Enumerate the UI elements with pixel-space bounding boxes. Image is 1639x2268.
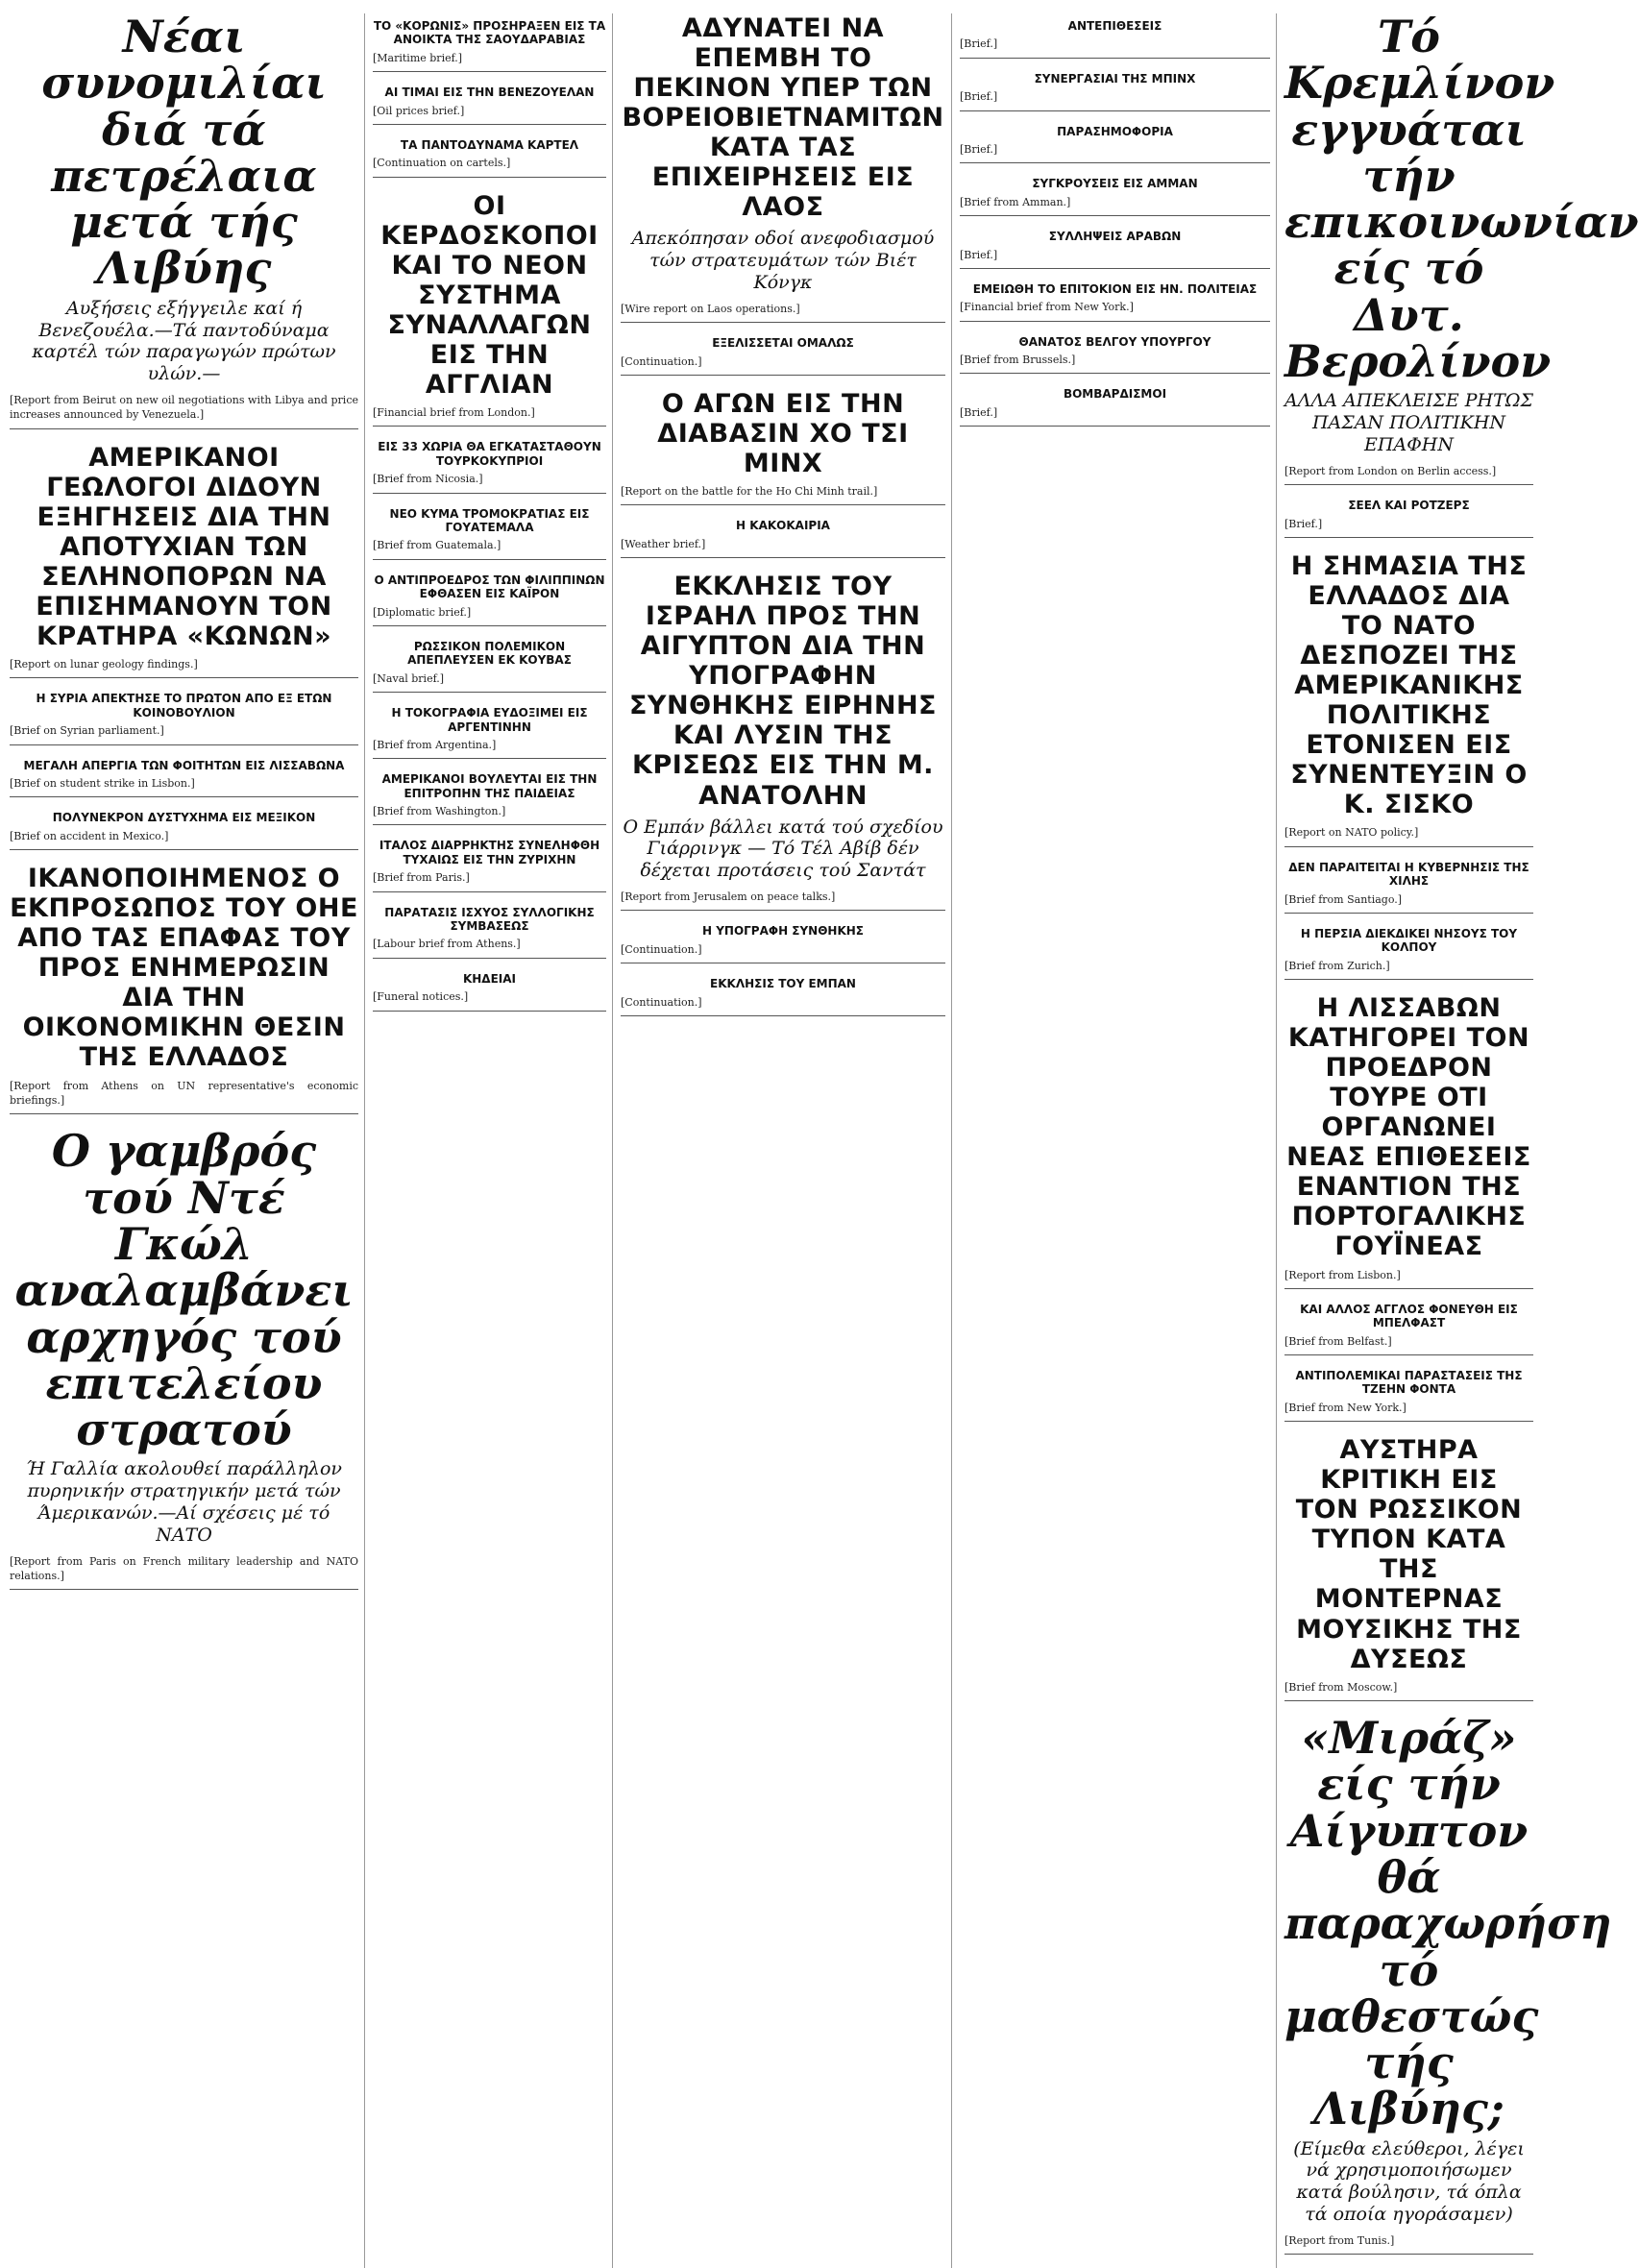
headline: ΑΝΤΙΠΟΛΕΜΙΚΑΙ ΠΑΡΑΣΤΑΣΕΙΣ ΤΗΣ ΤΖΕΗΝ ΦΟΝΤΑ bbox=[1295, 1369, 1523, 1397]
article-body: [Brief from Argentina.] bbox=[373, 738, 497, 751]
article bbox=[373, 19, 606, 72]
article-body: [Continuation.] bbox=[621, 942, 702, 956]
article-body: [Funeral notices.] bbox=[373, 990, 469, 1004]
article bbox=[10, 13, 358, 429]
article bbox=[10, 692, 358, 744]
article-body: [Brief.] bbox=[960, 142, 998, 156]
divider bbox=[10, 677, 358, 678]
column-2 bbox=[373, 13, 613, 2268]
divider bbox=[373, 958, 606, 959]
divider bbox=[373, 426, 606, 427]
headline: ΑΜΕΡΙΚΑΝΟΙ ΓΕΩΛΟΓΟΙ ΔΙΔΟΥΝ ΕΞΗΓΗΣΕΙΣ ΔΙΑ ΤΗΝ ΑΠΟΤΥΧΙΑΝ ΤΩΝ ΣΕΛΗΝΟΠΟΡΩΝ ΝΑ ΕΠΙΣΗΜΑΝΟΥΝ ΤΟΝ ΚΡΑΤΗΡΑ «ΚΩΝΩΝ» bbox=[36, 442, 332, 652]
article bbox=[621, 977, 945, 1016]
article bbox=[10, 759, 358, 798]
divider bbox=[373, 692, 606, 693]
headline: Η ΛΙΣΣΑΒΩΝ ΚΑΤΗΓΟΡΕΙ ΤΟΝ ΠΡΟΕΔΡΟΝ ΤΟΥΡΕ ΟΤΙ ΟΡΓΑΝΩΝΕΙ ΝΕΑΣ ΕΠΙΘΕΣΕΙΣ ΕΝΑΝΤΙΟΝ ΤΗΣ ΠΟΡΤΟΓΑΛΙΚΗΣ ΓΟΥΪΝΕΑΣ bbox=[1286, 993, 1531, 1262]
article-body: [Brief from Nicosia.] bbox=[373, 473, 483, 486]
headline: ΕΜΕΙΩΘΗ ΤΟ ΕΠΙΤΟΚΙΟΝ ΕΙΣ ΗΝ. ΠΟΛΙΤΕΙΑΣ bbox=[972, 281, 1258, 296]
article-body: [Report on lunar geology findings.] bbox=[10, 658, 198, 671]
article bbox=[1284, 1712, 1612, 2255]
divider bbox=[373, 71, 606, 72]
article bbox=[1284, 927, 1533, 980]
divider bbox=[373, 758, 606, 759]
headline: Ο ΑΝΤΙΠΡΟΕΔΡΟΣ ΤΩΝ ΦΙΛΙΠΠΙΝΩΝ ΕΦΘΑΣΕΝ ΕΙΣ ΚΑΪΡΟΝ bbox=[374, 573, 605, 601]
article-body: [Maritime brief.] bbox=[373, 51, 463, 64]
divider bbox=[1284, 1700, 1533, 1701]
article-body: [Report from Paris on French military leadership and NATO relations.] bbox=[10, 1554, 358, 1582]
divider bbox=[960, 58, 1270, 59]
article-body: [Diplomatic brief.] bbox=[373, 605, 472, 619]
headline: Νέαι συνομιλίαι διά τά πετρέλαια μετά τής Λιβύης bbox=[41, 11, 327, 295]
article-body: [Naval brief.] bbox=[373, 671, 445, 685]
article-body: [Brief from Zurich.] bbox=[1284, 959, 1390, 972]
divider bbox=[960, 373, 1270, 374]
article-body: [Report on NATO policy.] bbox=[1284, 826, 1419, 840]
headline: ΑΔΥΝΑΤΕΙ ΝΑ ΕΠΕΜΒΗ ΤΟ ΠΕΚΙΝΟΝ ΥΠΕΡ ΤΩΝ ΒΟΡΕΙΟΒΙΕΤΝΑΜΙΤΩΝ ΚΑΤΑ ΤΑΣ ΕΠΙΧΕΙΡΗΣΕΙΣ ΕΙΣ ΛΑΟΣ bbox=[622, 13, 944, 223]
headline: ΔΕΝ ΠΑΡΑΙΤΕΙΤΑΙ Η ΚΥΒΕΡΝΗΣΙΣ ΤΗΣ ΧΙΛΗΣ bbox=[1288, 860, 1529, 889]
article bbox=[960, 72, 1270, 111]
article bbox=[373, 706, 606, 759]
article-body: [Oil prices brief.] bbox=[373, 104, 465, 117]
divider bbox=[1284, 2254, 1533, 2255]
divider bbox=[373, 1011, 606, 1012]
divider bbox=[373, 559, 606, 560]
divider bbox=[621, 322, 945, 323]
article-body: [Brief from Brussels.] bbox=[960, 354, 1076, 367]
article-body: [Report from Lisbon.] bbox=[1284, 1268, 1401, 1281]
article-body: [Report from London on Berlin access.] bbox=[1284, 464, 1497, 477]
divider bbox=[960, 162, 1270, 163]
divider bbox=[621, 504, 945, 505]
divider bbox=[621, 557, 945, 558]
article bbox=[373, 191, 606, 427]
headline: «Μιράζ» είς τήν Αίγυπτον θά παραχωρήση τό μαθεστώς τής Λιβύης; bbox=[1284, 1712, 1612, 2135]
divider bbox=[1284, 1421, 1533, 1422]
divider bbox=[1284, 484, 1533, 485]
article bbox=[10, 864, 358, 1114]
article-body: [Continuation on cartels.] bbox=[373, 157, 511, 170]
subheadline: Ο Εμπάν βάλλει κατά τού σχεδίου Γιάρρινγκ — Τό Τέλ Αβίβ δέν δέχεται προτάσεις τού Σαντάτ bbox=[623, 816, 943, 882]
article-body: [Continuation.] bbox=[621, 354, 702, 368]
article-body: [Brief.] bbox=[1284, 517, 1323, 530]
divider bbox=[1284, 979, 1533, 980]
headline: ΑΥΣΤΗΡΑ ΚΡΙΤΙΚΗ ΕΙΣ ΤΟΝ ΡΩΣΣΙΚΟΝ ΤΥΠΟΝ ΚΑΤΑ ΤΗΣ ΜΟΝΤΕΡΝΑΣ ΜΟΥΣΙΚΗΣ ΤΗΣ ΔΥΣΕΩΣ bbox=[1295, 1435, 1523, 1674]
divider bbox=[960, 268, 1270, 269]
article bbox=[960, 125, 1270, 164]
headline: ΕΚΚΛΗΣΙΣ ΤΟΥ ΙΣΡΑΗΛ ΠΡΟΣ ΤΗΝ ΑΙΓΥΠΤΟΝ ΔΙΑ ΤΗΝ ΥΠΟΓΡΑΦΗΝ ΣΥΝΘΗΚΗΣ ΕΙΡΗΝΗΣ ΚΑΙ ΛΥΣΙΝ ΤΗΣ ΚΡΙΣΕΩΣ ΕΙΣ ΤΗΝ Μ. ΑΝΑΤΟΛΗΝ bbox=[628, 572, 938, 811]
article bbox=[1284, 499, 1533, 538]
article bbox=[960, 335, 1270, 375]
headline: ΕΞΕΛΙΣΣΕΤΑΙ ΟΜΑΛΩΣ bbox=[712, 336, 854, 351]
article bbox=[621, 336, 945, 376]
headline: ΑΝΤΕΠΙΘΕΣΕΙΣ bbox=[1067, 19, 1162, 33]
headline: ΠΟΛΥΝΕΚΡΟΝ ΔΥΣΤΥΧΗΜΑ ΕΙΣ ΜΕΞΙΚΟΝ bbox=[52, 811, 316, 825]
article-body: [Report on the battle for the Ho Chi Minh trail.] bbox=[621, 485, 878, 499]
divider bbox=[10, 1589, 358, 1590]
article-body: [Brief on student strike in Lisbon.] bbox=[10, 777, 195, 791]
article-body: [Brief from Paris.] bbox=[373, 871, 470, 885]
divider bbox=[10, 428, 358, 429]
subheadline: Απεκόπησαν οδοί ανεφοδιασμού τών στρατευμάτων τών Βιέτ Κόνγκ bbox=[631, 228, 935, 293]
divider bbox=[1284, 846, 1533, 847]
divider bbox=[960, 110, 1270, 111]
article-body: [Brief.] bbox=[960, 90, 998, 104]
divider bbox=[621, 375, 945, 376]
divider bbox=[10, 744, 358, 745]
article bbox=[373, 972, 606, 1012]
headline: ΑΜΕΡΙΚΑΝΟΙ ΒΟΥΛΕΥΤΑΙ ΕΙΣ ΤΗΝ ΕΠΙΤΡΟΠΗΝ ΤΗΣ ΠΑΙΔΕΙΑΣ bbox=[381, 772, 598, 800]
headline: ΣΕΕΛ ΚΑΙ ΡΟΤΖΕΡΣ bbox=[1348, 499, 1470, 513]
headline: Η ΥΠΟΓΡΑΦΗ ΣΥΝΘΗΚΗΣ bbox=[701, 924, 865, 939]
article bbox=[960, 177, 1270, 216]
article-body: [Continuation.] bbox=[621, 995, 702, 1009]
headline: ΜΕΓΑΛΗ ΑΠΕΡΓΙΑ ΤΩΝ ΦΟΙΤΗΤΩΝ ΕΙΣ ΛΙΣΣΑΒΩΝΑ bbox=[23, 758, 345, 772]
article bbox=[960, 387, 1270, 427]
article-body: [Brief from Santiago.] bbox=[1284, 892, 1403, 906]
article bbox=[373, 839, 606, 891]
article bbox=[1284, 11, 1639, 485]
article-body: [Wire report on Laos operations.] bbox=[621, 302, 800, 315]
headline: ΕΚΚΛΗΣΙΣ ΤΟΥ ΕΜΠΑΝ bbox=[710, 977, 856, 991]
article bbox=[1284, 1369, 1533, 1422]
article bbox=[373, 138, 606, 178]
article bbox=[373, 573, 606, 626]
divider bbox=[960, 426, 1270, 427]
divider bbox=[10, 1113, 358, 1114]
headline: ΠΑΡΑΤΑΣΙΣ ΙΣΧΥΟΣ ΣΥΛΛΟΓΙΚΗΣ ΣΥΜΒΑΣΕΩΣ bbox=[384, 905, 595, 934]
divider bbox=[960, 215, 1270, 216]
headline: ΝΕΟ ΚΥΜΑ ΤΡΟΜΟΚΡΑΤΙΑΣ ΕΙΣ ΓΟΥΑΤΕΜΑΛΑ bbox=[389, 506, 590, 535]
article-body: [Brief.] bbox=[960, 37, 998, 51]
article bbox=[1284, 1303, 1533, 1355]
article-body: [Report from Athens on UN representative's economic briefings.] bbox=[10, 1079, 358, 1107]
column-1 bbox=[10, 13, 365, 2268]
article-body: [Report from Jerusalem on peace talks.] bbox=[621, 890, 836, 903]
article bbox=[621, 389, 945, 506]
article-body: [Financial brief from London.] bbox=[373, 406, 535, 420]
article bbox=[10, 1125, 358, 1590]
article bbox=[373, 507, 606, 560]
article-body: [Brief.] bbox=[960, 248, 998, 261]
article bbox=[373, 640, 606, 693]
headline: ΣΥΛΛΗΨΕΙΣ ΑΡΑΒΩΝ bbox=[1048, 230, 1182, 244]
subheadline: ΑΛΛΑ ΑΠΕΚΛΕΙΣΕ ΡΗΤΩΣ ΠΑΣΑΝ ΠΟΛΙΤΙΚΗΝ ΕΠΑΦΗΝ bbox=[1284, 390, 1533, 455]
article bbox=[621, 924, 945, 963]
headline: Ο ΑΓΩΝ ΕΙΣ ΤΗΝ ΔΙΑΒΑΣΙΝ ΧΟ ΤΣΙ ΜΙΝΧ bbox=[657, 388, 909, 478]
headline: Η ΣΗΜΑΣΙΑ ΤΗΣ ΕΛΛΑΔΟΣ ΔΙΑ ΤΟ ΝΑΤΟ ΔΕΣΠΟΖΕΙ ΤΗΣ ΑΜΕΡΙΚΑΝΙΚΗΣ ΠΟΛΙΤΙΚΗΣ ΕΤΟΝΙΣΕΝ ΕΙΣ ΣΥΝΕΝΤΕΥΞΙΝ Ο Κ. ΣΙΣΚΟ bbox=[1290, 550, 1528, 820]
divider bbox=[1284, 537, 1533, 538]
column-4 bbox=[960, 13, 1277, 2268]
subheadline: (Είμεθα ελεύθεροι, λέγει νά χρησιμοποιήσωμεν κατά βούλησιν, τά όπλα τά οποία ηγοράσαμεν) bbox=[1293, 2137, 1525, 2226]
article bbox=[621, 519, 945, 558]
headline: ΘΑΝΑΤΟΣ ΒΕΛΓΟΥ ΥΠΟΥΡΓΟΥ bbox=[1018, 334, 1211, 349]
article-body: [Brief from Amman.] bbox=[960, 195, 1071, 208]
article bbox=[960, 19, 1270, 59]
headline: ΚΗΔΕΙΑΙ bbox=[462, 971, 517, 986]
article bbox=[960, 230, 1270, 269]
headline: ΙΤΑΛΟΣ ΔΙΑΡΡΗΚΤΗΣ ΣΥΝΕΛΗΦΘΗ ΤΥΧΑΙΩΣ ΕΙΣ ΤΗΝ ΖΥΡΙΧΗΝ bbox=[379, 839, 600, 866]
headline: Τό Κρεμλίνον εγγυάται τήν επικοινωνίαν είς τό Δυτ. Βερολίνον bbox=[1284, 11, 1639, 388]
headline: Η ΚΑΚΟΚΑΙΡΙΑ bbox=[736, 519, 830, 533]
article-body: [Brief from New York.] bbox=[1284, 1401, 1407, 1414]
article bbox=[1284, 993, 1533, 1289]
article bbox=[373, 85, 606, 125]
article-body: [Report from Beirut on new oil negotiations with Libya and price increases announced by Venezuela.] bbox=[10, 393, 358, 422]
article-body: [Brief on Syrian parliament.] bbox=[10, 724, 164, 738]
divider bbox=[10, 796, 358, 797]
article-body: [Report from Tunis.] bbox=[1284, 2233, 1395, 2247]
headline: ΙΚΑΝΟΠΟΙΗΜΕΝΟΣ Ο ΕΚΠΡΟΣΩΠΟΣ ΤΟΥ ΟΗΕ ΑΠΟ ΤΑΣ ΕΠΑΦΑΣ ΤΟΥ ΠΡΟΣ ΕΝΗΜΕΡΩΣΙΝ ΔΙΑ ΤΗΝ ΟΙΚΟΝΟΜΙΚΗΝ ΘΕΣΙΝ ΤΗΣ ΕΛΛΑΔΟΣ bbox=[10, 864, 358, 1073]
headline: Η ΤΟΚΟΓΡΑΦΙΑ ΕΥΔΟΞΙΜΕΙ ΕΙΣ ΑΡΓΕΝΤΙΝΗΝ bbox=[391, 706, 588, 734]
divider bbox=[1284, 913, 1533, 914]
article bbox=[373, 440, 606, 493]
divider bbox=[10, 849, 358, 850]
article bbox=[1284, 551, 1533, 847]
headline: ΠΑΡΑΣΗΜΟΦΟΡΙΑ bbox=[1057, 124, 1173, 138]
divider bbox=[1284, 1354, 1533, 1355]
article bbox=[373, 772, 606, 825]
divider bbox=[373, 124, 606, 125]
headline: Η ΠΕΡΣΙΑ ΔΙΕΚΔΙΚΕΙ ΝΗΣΟΥΣ ΤΟΥ ΚΟΛΠΟΥ bbox=[1300, 926, 1518, 955]
article bbox=[621, 13, 945, 323]
headline: ΑΙ ΤΙΜΑΙ ΕΙΣ ΤΗΝ ΒΕΝΕΖΟΥΕΛΑΝ bbox=[384, 85, 595, 100]
divider bbox=[373, 824, 606, 825]
article bbox=[1284, 1435, 1533, 1701]
divider bbox=[373, 891, 606, 892]
subheadline: Αυξήσεις εξήγγειλε καί ή Βενεζουέλα.—Τά παντοδύναμα καρτέλ τών παραγωγών πρώτων υλών.— bbox=[32, 297, 336, 385]
divider bbox=[621, 1015, 945, 1016]
article-body: [Brief from Washington.] bbox=[373, 805, 506, 818]
article-body: [Brief from Guatemala.] bbox=[373, 539, 501, 552]
headline: ΣΥΝΕΡΓΑΣΙΑΙ ΤΗΣ ΜΠΙΝΧ bbox=[1034, 71, 1196, 85]
article-body: [Labour brief from Athens.] bbox=[373, 938, 521, 951]
article bbox=[10, 443, 358, 679]
headline: ΣΥΓΚΡΟΥΣΕΙΣ ΕΙΣ ΑΜΜΑΝ bbox=[1032, 177, 1198, 191]
article-body: [Financial brief from New York.] bbox=[960, 301, 1134, 314]
headline: ΤΑ ΠΑΝΤΟΔΥΝΑΜΑ ΚΑΡΤΕΛ bbox=[400, 137, 579, 152]
article-body: [Brief.] bbox=[960, 405, 998, 419]
column-3 bbox=[621, 13, 952, 2268]
headline: ΒΟΜΒΑΡΔΙΣΜΟΙ bbox=[1063, 387, 1167, 402]
article bbox=[1284, 861, 1533, 914]
divider bbox=[960, 321, 1270, 322]
headline: ΡΩΣΣΙΚΟΝ ΠΟΛΕΜΙΚΟΝ ΑΠΕΠΛΕΥΣΕΝ ΕΚ ΚΟΥΒΑΣ bbox=[407, 639, 572, 668]
divider bbox=[621, 910, 945, 911]
article-body: [Brief from Belfast.] bbox=[1284, 1334, 1392, 1348]
subheadline: Ή Γαλλία ακολουθεί παράλληλον πυρηνικήν στρατηγικήν μετά τών Άμερικανών.—Αί σχέσεις μέ τό ΝΑΤΟ bbox=[26, 1458, 342, 1546]
column-5 bbox=[1284, 11, 1639, 2268]
article-body: [Brief from Moscow.] bbox=[1284, 1680, 1398, 1694]
article bbox=[960, 282, 1270, 322]
divider bbox=[373, 493, 606, 494]
headline: ΟΙ ΚΕΡΔΟΣΚΟΠΟΙ ΚΑΙ ΤΟ ΝΕΟΝ ΣΥΣΤΗΜΑ ΣΥΝΑΛΛΑΓΩΝ ΕΙΣ ΤΗΝ ΑΓΓΛΙΑΝ bbox=[380, 190, 599, 401]
article bbox=[373, 906, 606, 959]
headline: ΚΑΙ ΑΛΛΟΣ ΑΓΓΛΟΣ ΦΟΝΕΥΘΗ ΕΙΣ ΜΠΕΛΦΑΣΤ bbox=[1300, 1302, 1518, 1330]
article-body: [Brief on accident in Mexico.] bbox=[10, 829, 169, 842]
divider bbox=[1284, 1288, 1533, 1289]
article-body: [Weather brief.] bbox=[621, 537, 706, 550]
headline: ΕΙΣ 33 ΧΩΡΙΑ ΘΑ ΕΓΚΑΤΑΣΤΑΘΟΥΝ ΤΟΥΡΚΟΚΥΠΡΙΟΙ bbox=[378, 440, 601, 468]
headline: Ο γαμβρός τού Ντέ Γκώλ αναλαμβάνει αρχηγός τού επιτελείου στρατού bbox=[14, 1125, 354, 1456]
headline: Η ΣΥΡΙΑ ΑΠΕΚΤΗΣΕ ΤΟ ΠΡΩΤΟΝ ΑΠΟ ΕΞ ΕΤΩΝ ΚΟΙΝΟΒΟΥΛΙΟΝ bbox=[36, 692, 332, 719]
article bbox=[621, 572, 945, 911]
headline: ΤΟ «ΚΟΡΩΝΙΣ» ΠΡΟΣΗΡΑΞΕΝ ΕΙΣ ΤΑ ΑΝΟΙΚΤΑ ΤΗΣ ΣΑΟΥΔΑΡΑΒΙΑΣ bbox=[373, 19, 606, 47]
divider bbox=[373, 625, 606, 626]
divider bbox=[373, 177, 606, 178]
article bbox=[10, 811, 358, 850]
